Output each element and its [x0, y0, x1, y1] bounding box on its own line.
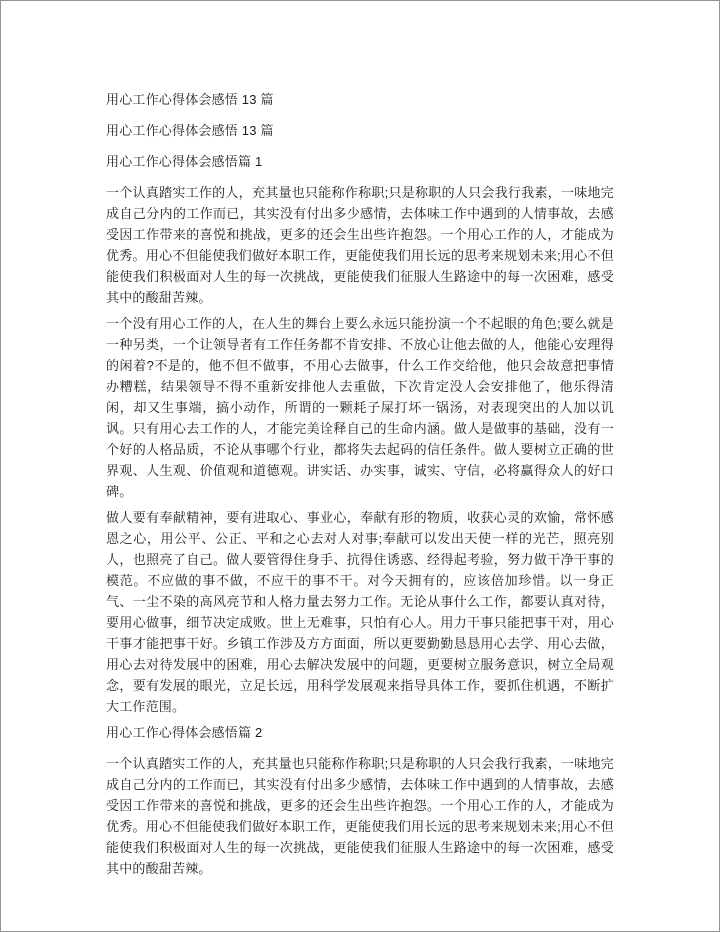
document-title: 用心工作心得体会感悟 13 篇 [106, 92, 274, 107]
paragraph-3: 做人要有奉献精神，要有进取心、事业心，奉献有形的物质，收获心灵的欢愉，常怀感恩之心，用公平、公正、平和之心去对人对事;奉献可以发出天使一样的光芒，照亮别人，也照亮了自己。做人要管得住身手、抗得住诱惑、经得起考验，努力做干净干事的模范。不应做的事不做，不应干的事不干。对今天拥有的，应该倍加珍惜。以一身正气、一尘不染的高风亮节和人格力量去努力工作。无论从事什么工作，都要认真对待，要用心做事，细节决定成败。世上无难事，只怕有心人。用力干事只能把事干对，用心干事才能把事干好。乡镇工作涉及方方面面，所以更要勤勤恳恳用心去学、用心去做，用心去对待发展中的困难，用心去解决发展中的问题，更要树立服务意识，树立全局观念，要有发展的眼光，立足长远，用科学发展观来指导具体工作，要抓住机遇，不断扩大工作范围。 [106, 510, 614, 714]
section-heading-part-1: 用心工作心得体会感悟篇 1 [106, 154, 263, 169]
paragraph-1: 一个认真踏实工作的人，充其量也只能称作称职;只是称职的人只会我行我素，一味地完成自己分内的工作而已，其实没有付出多少感情，去体味工作中遇到的人情事故，去感受因工作带来的喜悦和挑战，更多的还会生出些许抱怨。一个用心工作的人，才能成为优秀。用心不但能使我们做好本职工作，更能使我们用长远的思考来规划未来;用心不但能使我们积极面对人生的每一次挑战，更能使我们征服人生路途中的每一次困难，感受其中的酸甜苦辣。 [106, 185, 614, 305]
paragraph-2: 一个没有用心工作的人，在人生的舞台上要么永远只能扮演一个不起眼的角色;要么就是一种另类，一个让领导者有工作任务都不肯安排、不放心让他去做的人，他能心安理得的闲着?不是的，他不但不做事，不用心去做事，什么工作交给他，他只会故意把事情办糟糕，结果领导不得不重新安排他人去重做，下次肯定没人会安排他了，他乐得清闲，却又生事端，搞小动作，所谓的一颗耗子屎打坏一锅汤，对表现突出的人加以讥讽。只有用心去工作的人，才能完美诠释自己的生命内涵。做人是做事的基础，没有一个好的人格品质，不论从事哪个行业，都将失去起码的信任条件。做人要树立正确的世界观、人生观、价值观和道德观。讲实话、办实事，诚实、守信，必将赢得众人的好口碑。 [106, 316, 614, 499]
section-heading-part-2: 用心工作心得体会感悟篇 2 [106, 725, 263, 740]
document-title-repeat: 用心工作心得体会感悟 13 篇 [106, 123, 274, 138]
paragraph-4: 一个认真踏实工作的人，充其量也只能称作称职;只是称职的人只会我行我素，一味地完成自己分内的工作而已，其实没有付出多少感情，去体味工作中遇到的人情事故，去感受因工作带来的喜悦和挑战，更多的还会生出些许抱怨。一个用心工作的人，才能成为优秀。用心不但能使我们做好本职工作，更能使我们用长远的思考来规划未来;用心不但能使我们积极面对人生的每一次挑战，更能使我们征服人生路途中的每一次困难，感受其中的酸甜苦辣。 [106, 756, 614, 876]
